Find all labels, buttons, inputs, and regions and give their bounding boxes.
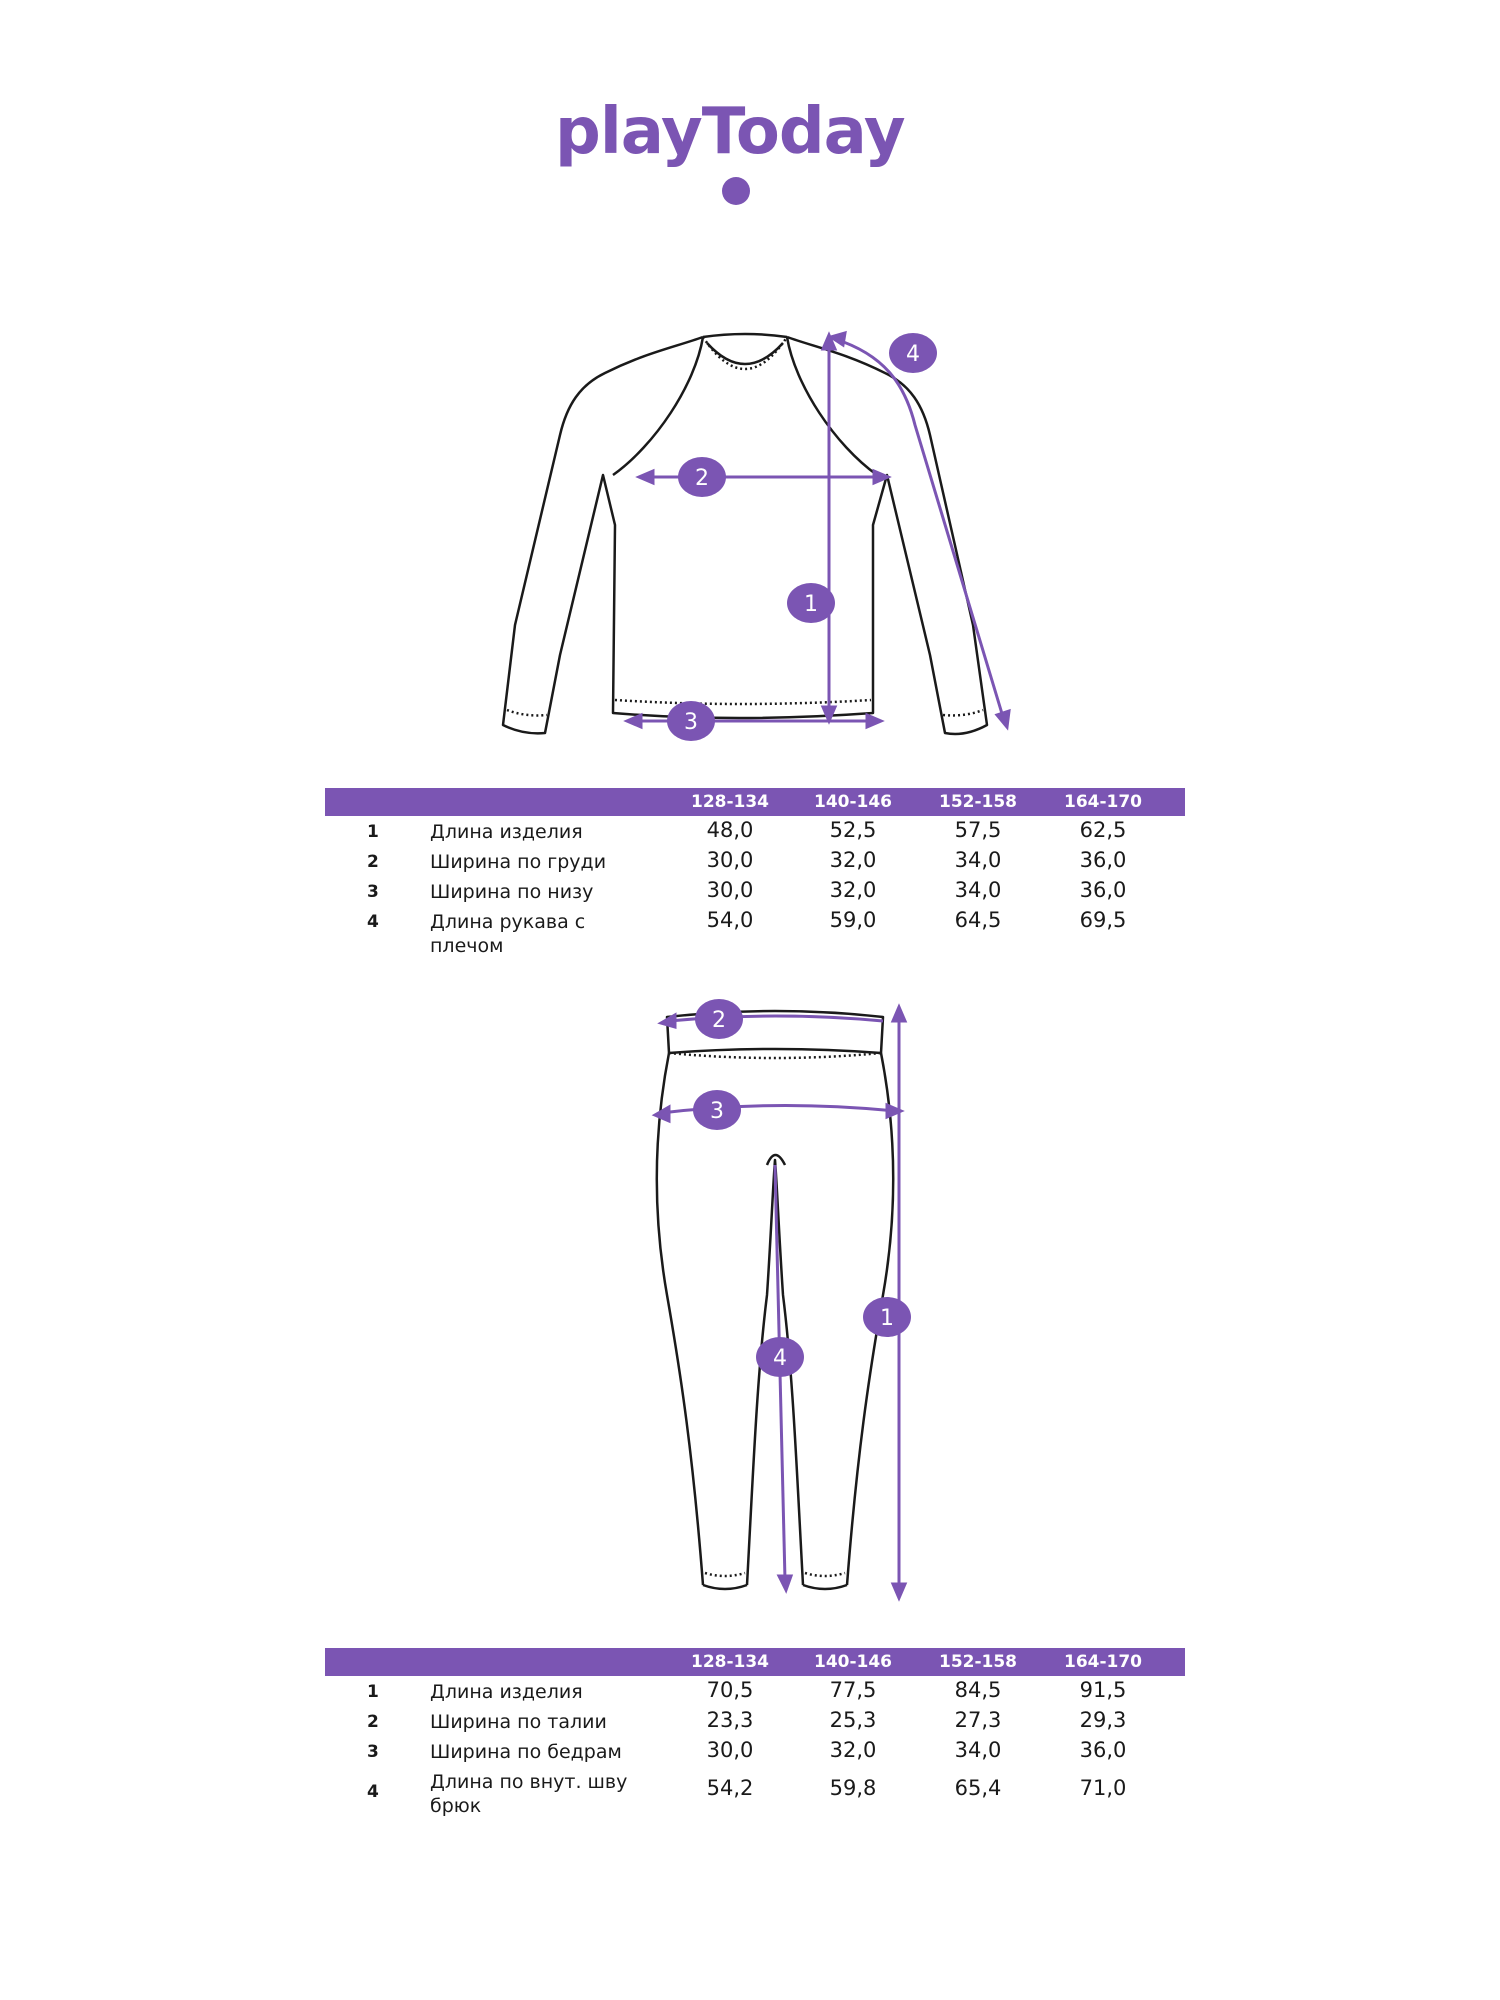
row-value: 54,0: [706, 908, 754, 932]
size-header: 152-158: [938, 792, 1018, 812]
logo-dot: [722, 177, 750, 205]
row-number: 2: [367, 1712, 379, 1732]
top-marker-2: 2: [695, 466, 709, 491]
row-label: Ширина по талии: [430, 1711, 607, 1733]
top-table-header: [325, 788, 1185, 816]
top-marker-3: 3: [684, 710, 698, 735]
top-marker-1: 1: [804, 592, 818, 617]
table-row: [325, 1766, 1185, 1816]
row-label: Длина изделия: [430, 821, 583, 843]
row-value: 48,0: [706, 818, 754, 842]
row-value: 57,5: [954, 818, 1002, 842]
row-number: 4: [367, 912, 379, 932]
row-value: 84,5: [954, 1678, 1002, 1702]
top-size-table: [325, 788, 1185, 957]
row-label: Длина изделия: [430, 1681, 583, 1703]
brand-logo: [555, 95, 955, 215]
bottom-marker-3: 3: [710, 1099, 724, 1124]
row-value: 34,0: [954, 848, 1002, 872]
top-garment-drawing: [495, 325, 1035, 745]
table-row: [325, 876, 1185, 906]
row-label: Ширина по груди: [430, 851, 607, 873]
row-value: 30,0: [706, 848, 754, 872]
table-row: [325, 846, 1185, 876]
row-value: 52,5: [829, 818, 877, 842]
table-row: [325, 1676, 1185, 1706]
bottom-size-table: [325, 1648, 1185, 1816]
row-value: 23,3: [706, 1708, 754, 1732]
row-value: 36,0: [1079, 1738, 1127, 1762]
bottom-marker-4: 4: [773, 1346, 787, 1371]
row-number: 3: [367, 1742, 379, 1762]
row-value: 65,4: [954, 1776, 1002, 1800]
bottom-marker-2: 2: [712, 1008, 726, 1033]
row-value: 36,0: [1079, 878, 1127, 902]
row-number: 2: [367, 852, 379, 872]
row-label: Ширина по низу: [430, 881, 594, 903]
row-label: Ширина по бедрам: [430, 1741, 622, 1763]
table-row: [325, 906, 1185, 957]
row-value: 59,8: [829, 1776, 877, 1800]
row-value: 27,3: [954, 1708, 1002, 1732]
row-value: 34,0: [954, 1738, 1002, 1762]
row-number: 3: [367, 882, 379, 902]
row-value: 30,0: [706, 878, 754, 902]
size-header: 140-146: [813, 1652, 893, 1672]
row-value: 36,0: [1079, 848, 1127, 872]
size-header: 128-134: [690, 1652, 770, 1672]
row-value: 64,5: [954, 908, 1002, 932]
logo-text: playToday: [555, 95, 905, 169]
size-header: 152-158: [938, 1652, 1018, 1672]
row-value: 71,0: [1079, 1776, 1127, 1800]
row-value: 32,0: [829, 878, 877, 902]
size-header: 128-134: [690, 792, 770, 812]
row-value: 29,3: [1079, 1708, 1127, 1732]
size-header: 140-146: [813, 792, 893, 812]
row-value: 91,5: [1079, 1678, 1127, 1702]
row-value: 32,0: [829, 848, 877, 872]
row-value: 34,0: [954, 878, 1002, 902]
bottom-garment-drawing: [645, 995, 915, 1610]
row-value: 25,3: [829, 1708, 877, 1732]
row-number: 1: [367, 822, 379, 842]
table-row: [325, 1706, 1185, 1736]
top-marker-4: 4: [906, 342, 920, 367]
row-value: 69,5: [1079, 908, 1127, 932]
row-value: 32,0: [829, 1738, 877, 1762]
row-value: 62,5: [1079, 818, 1127, 842]
bottom-marker-1: 1: [880, 1306, 894, 1331]
row-value: 70,5: [706, 1678, 754, 1702]
row-label: Длина рукава с плечом: [430, 911, 586, 957]
size-header: 164-170: [1063, 1652, 1143, 1672]
top-measure-markers: [667, 333, 937, 741]
row-label: Длина по внут. шву брюк: [430, 1771, 628, 1817]
table-row: [325, 1736, 1185, 1766]
size-header: 164-170: [1063, 792, 1143, 812]
row-value: 30,0: [706, 1738, 754, 1762]
row-value: 59,0: [829, 908, 877, 932]
row-number: 1: [367, 1682, 379, 1702]
row-value: 77,5: [829, 1678, 877, 1702]
bottom-table-header: [325, 1648, 1185, 1676]
row-value: 54,2: [706, 1776, 754, 1800]
table-row: [325, 816, 1185, 846]
row-number: 4: [367, 1782, 379, 1802]
